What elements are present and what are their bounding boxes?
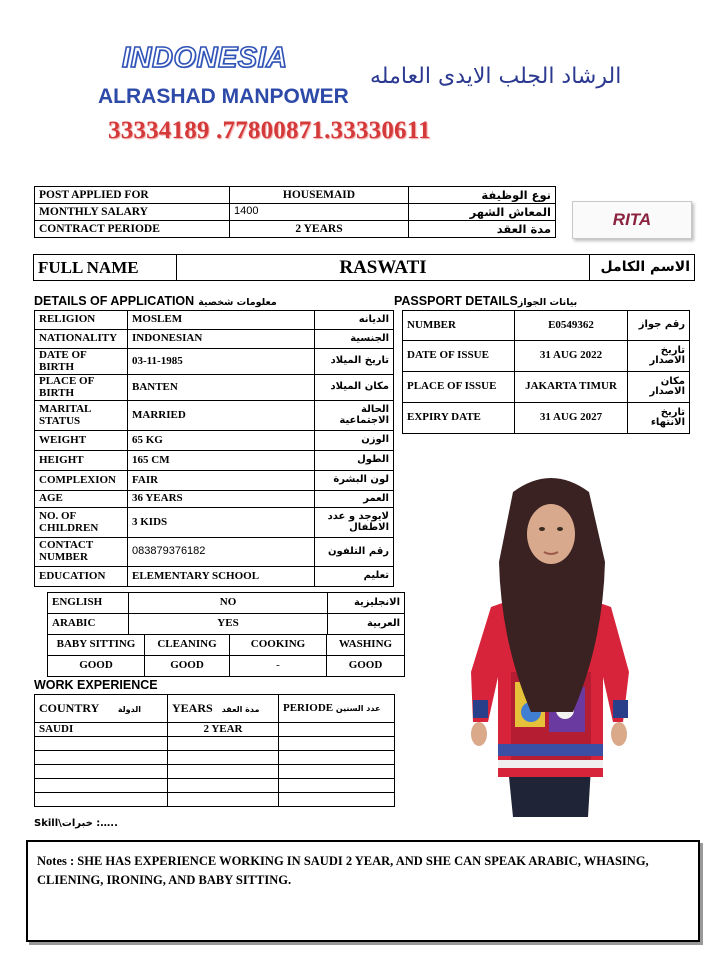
- detail-value: MOSLEM: [128, 311, 315, 330]
- skill-header: COOKING: [230, 635, 327, 656]
- post-label: POST APPLIED FOR: [35, 187, 230, 204]
- detail-label-ar: الديانه: [315, 311, 394, 330]
- detail-label: RELIGION: [35, 311, 128, 330]
- detail-row: [35, 349, 394, 375]
- detail-label-ar: تاريخ الميلاد: [315, 349, 394, 375]
- passport-label-ar: رقم جواز: [628, 311, 690, 341]
- experience-period: [279, 779, 395, 793]
- detail-label-ar: الجنسية: [315, 330, 394, 349]
- country-header-ar: الدولة: [117, 705, 142, 715]
- skill-value: -: [230, 656, 327, 677]
- experience-period: [279, 751, 395, 765]
- detail-value: 083879376182: [128, 538, 315, 567]
- period-header: PERIODE: [283, 701, 334, 714]
- detail-label: HEIGHT: [35, 451, 128, 471]
- experience-country: [35, 793, 168, 807]
- brand-country: INDONESIA: [122, 42, 288, 74]
- agency-name: ALRASHAD MANPOWER: [98, 85, 349, 108]
- passport-value: E0549362: [515, 311, 628, 341]
- detail-value: MARRIED: [128, 401, 315, 431]
- detail-value: INDONESIAN: [128, 330, 315, 349]
- detail-label: DATE OF BIRTH: [35, 349, 128, 375]
- passport-row: [403, 341, 690, 372]
- detail-label: COMPLEXION: [35, 471, 128, 491]
- experience-row: [35, 765, 395, 779]
- language-table: [47, 592, 405, 635]
- country-header: COUNTRY: [39, 701, 99, 716]
- experience-years: [168, 793, 279, 807]
- detail-row: [35, 567, 394, 587]
- experience-years: [168, 751, 279, 765]
- skill-header: WASHING: [327, 635, 405, 656]
- passport-table: [402, 310, 690, 434]
- passport-label-ar: تاريخ الاصدار: [628, 341, 690, 372]
- detail-value: 165 CM: [128, 451, 315, 471]
- details-title: DETAILS OF APPLICATION: [34, 294, 195, 308]
- passport-row: [403, 403, 690, 434]
- language-row: [48, 593, 405, 614]
- language-value: YES: [129, 614, 328, 635]
- detail-label-ar: الوزن: [315, 431, 394, 451]
- detail-label: NATIONALITY: [35, 330, 128, 349]
- experience-row: [35, 779, 395, 793]
- detail-label: NO. OF CHILDREN: [35, 508, 128, 538]
- years-header: YEARS: [172, 701, 213, 716]
- experience-country: [35, 737, 168, 751]
- detail-row: [35, 508, 394, 538]
- experience-row: [35, 751, 395, 765]
- detail-row: [35, 431, 394, 451]
- detail-row: [35, 491, 394, 508]
- detail-value: ELEMENTARY SCHOOL: [128, 567, 315, 587]
- details-title-ar: معلومات شخصية: [198, 297, 277, 308]
- experience-period: [279, 723, 395, 737]
- passport-value: 31 AUG 2027: [515, 403, 628, 434]
- experience-row: [35, 723, 395, 737]
- detail-label: MARITAL STATUS: [35, 401, 128, 431]
- detail-label-ar: العمر: [315, 491, 394, 508]
- detail-row: [35, 451, 394, 471]
- detail-label-ar: لون البشرة: [315, 471, 394, 491]
- detail-value: 65 KG: [128, 431, 315, 451]
- experience-period: [279, 793, 395, 807]
- skill-header: BABY SITTING: [48, 635, 145, 656]
- post-value: HOUSEMAID: [230, 187, 409, 204]
- years-header-ar: مدة العقد: [221, 705, 260, 715]
- experience-table: [34, 694, 395, 807]
- detail-label-ar: مكان الميلاد: [315, 375, 394, 401]
- salary-label-ar: المعاش الشهر: [409, 204, 556, 221]
- contract-value: 2 YEARS: [230, 221, 409, 238]
- detail-value: 36 YEARS: [128, 491, 315, 508]
- post-label-ar: نوع الوظيفة: [409, 187, 556, 204]
- experience-country: [35, 751, 168, 765]
- detail-label-ar: لايوجد و عدد الاطفال: [315, 508, 394, 538]
- full-name-label: FULL NAME: [34, 255, 177, 281]
- experience-col-period: [279, 695, 395, 723]
- skill-value: GOOD: [145, 656, 230, 677]
- detail-label: AGE: [35, 491, 128, 508]
- detail-value: FAIR: [128, 471, 315, 491]
- code-name-badge: RITA: [572, 201, 692, 239]
- experience-row: [35, 793, 395, 807]
- detail-row: [35, 538, 394, 567]
- passport-value: JAKARTA TIMUR: [515, 372, 628, 403]
- salary-label: MONTHLY SALARY: [35, 204, 230, 221]
- passport-value: 31 AUG 2022: [515, 341, 628, 372]
- full-name-value: RASWATI: [177, 255, 590, 281]
- detail-label-ar: رقم التلفون: [315, 538, 394, 567]
- experience-row: [35, 737, 395, 751]
- experience-years: [168, 737, 279, 751]
- passport-label-ar: تاريخ الانتهاء: [628, 403, 690, 434]
- experience-years: [168, 779, 279, 793]
- experience-years: 2 YEAR: [168, 723, 279, 737]
- language-label-ar: الانجليزية: [328, 593, 405, 614]
- skill-line: Skill\خبرات :…..: [34, 818, 118, 829]
- contract-label-ar: مدة العقد: [409, 221, 556, 238]
- period-header-ar: عدد السنين: [335, 703, 381, 713]
- applicant-photo: [453, 472, 648, 817]
- passport-title-ar: بيانات الجواز: [517, 297, 578, 308]
- experience-col-country: [35, 695, 168, 723]
- passport-label: PLACE OF ISSUE: [403, 372, 515, 403]
- detail-label: PLACE OF BIRTH: [35, 375, 128, 401]
- passport-label: DATE OF ISSUE: [403, 341, 515, 372]
- skills-table: [47, 634, 405, 677]
- experience-period: [279, 765, 395, 779]
- detail-label-ar: تعليم: [315, 567, 394, 587]
- detail-label-ar: الحالة الاجتماعية: [315, 401, 394, 431]
- language-label: ARABIC: [48, 614, 129, 635]
- detail-label: CONTACT NUMBER: [35, 538, 128, 567]
- experience-country: [35, 779, 168, 793]
- detail-row: [35, 311, 394, 330]
- passport-label-ar: مكان الاصدار: [628, 372, 690, 403]
- detail-value: BANTEN: [128, 375, 315, 401]
- detail-label: WEIGHT: [35, 431, 128, 451]
- experience-period: [279, 737, 395, 751]
- details-heading: [34, 292, 277, 310]
- passport-label: NUMBER: [403, 311, 515, 341]
- passport-heading: [394, 292, 577, 310]
- contract-label: CONTRACT PERIODE: [35, 221, 230, 238]
- experience-title: WORK EXPERIENCE: [34, 678, 158, 692]
- notes-text: Notes : SHE HAS EXPERIENCE WORKING IN SAUDI 2 YEAR, AND SHE CAN SPEAK ARABIC, WHASING, CLIENING, IRONING, AND BABY SITTING.: [37, 854, 649, 887]
- experience-country: [35, 765, 168, 779]
- detail-label-ar: الطول: [315, 451, 394, 471]
- detail-row: [35, 375, 394, 401]
- detail-row: [35, 471, 394, 491]
- passport-label: EXPIRY DATE: [403, 403, 515, 434]
- language-value: NO: [129, 593, 328, 614]
- detail-label: EDUCATION: [35, 567, 128, 587]
- detail-row: [35, 401, 394, 431]
- passport-row: [403, 372, 690, 403]
- passport-title: PASSPORT DETAILS: [394, 294, 518, 308]
- detail-value: 3 KIDS: [128, 508, 315, 538]
- passport-row: [403, 311, 690, 341]
- phone-numbers: 33334189 .77800871.33330611: [108, 117, 431, 144]
- skill-value: GOOD: [327, 656, 405, 677]
- experience-country: SAUDI: [35, 723, 168, 737]
- detail-row: [35, 330, 394, 349]
- experience-years: [168, 765, 279, 779]
- full-name-table: [33, 254, 695, 281]
- agency-name-arabic: الرشاد الجلب الايدى العامله: [370, 64, 622, 89]
- salary-value: 1400: [230, 204, 409, 221]
- language-row: [48, 614, 405, 635]
- job-table: [34, 186, 556, 238]
- full-name-label-ar: الاسم الكامل: [590, 255, 695, 281]
- language-label-ar: العربية: [328, 614, 405, 635]
- skill-value: GOOD: [48, 656, 145, 677]
- language-label: ENGLISH: [48, 593, 129, 614]
- skill-header: CLEANING: [145, 635, 230, 656]
- notes-box: [26, 840, 700, 942]
- detail-value: 03-11-1985: [128, 349, 315, 375]
- details-table: [34, 310, 394, 587]
- experience-col-years: [168, 695, 279, 723]
